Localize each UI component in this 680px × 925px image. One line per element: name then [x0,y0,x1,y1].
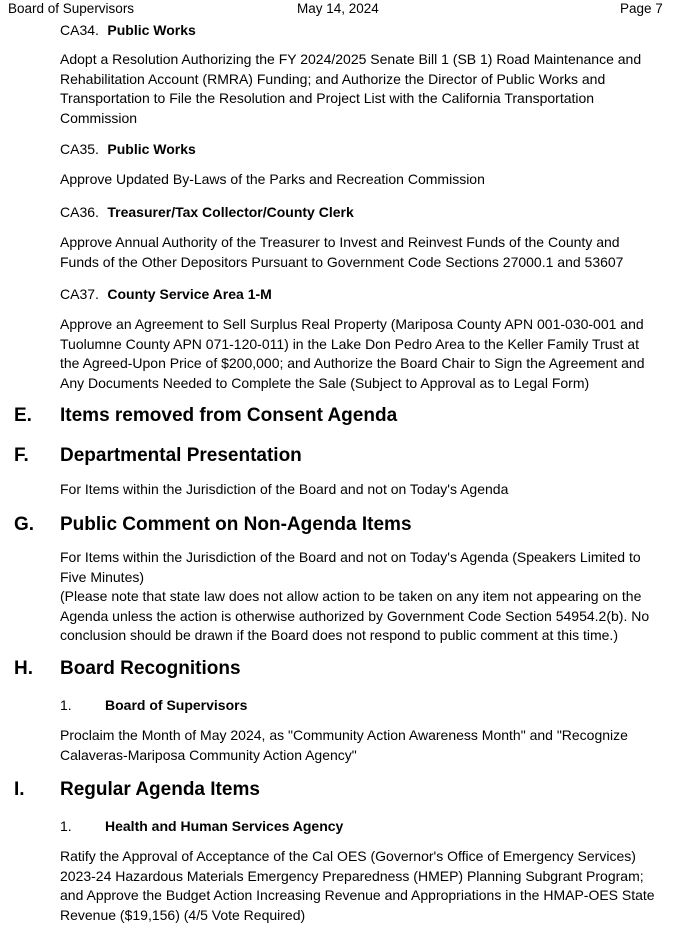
section-letter: H. [14,658,33,679]
item-department: Public Works [107,141,196,157]
item-description: Ratify the Approval of Acceptance of the Cal OES (Governor's Office of Emergency Services) 2023-24 Hazardous Materials Emergency Preparedness (HMEP) Planning Subgrant Program; and Approve the Budget Action Increasing Revenue and Appropriations in the HMAP-OES State Revenue ($19,156) (4/5 Vote Required) [60,848,655,923]
consent-item-description: Adopt a Resolution Authorizing the FY 2024/2025 Senate Bill 1 (SB 1) Road Maintenance and Rehabilitation Account (RMRA) Funding; and Authorize the Director of Public Works and Transportation to File the Resolution and Project List with the California Transportation Commission [60,51,642,126]
consent-item-heading [60,22,196,40]
item-description: Proclaim the Month of May 2024, as "Community Action Awareness Month" and "Recognize Calaveras-Mariposa Community Action Agency" [60,727,628,763]
item-number: 1. [60,697,72,713]
section-letter: G. [14,514,35,535]
consent-item-description: Approve Updated By-Laws of the Parks and Recreation Commission [60,171,485,187]
item-code: CA37. [60,286,99,302]
item-code: CA36. [60,204,99,220]
section-title: Items removed from Consent Agenda [60,405,398,426]
item-number: 1. [60,818,72,834]
section-title: Departmental Presentation [60,445,302,466]
item-department: County Service Area 1-M [107,286,272,302]
section-text: For Items within the Jurisdiction of the Board and not on Today's Agenda [60,481,509,497]
header-page-number: Page 7 [620,1,663,16]
header-date: May 14, 2024 [297,1,379,16]
consent-item-description: Approve an Agreement to Sell Surplus Real Property (Mariposa County APN 001-030-001 and Tuolumne County APN 071-120-011) in the Lake Don Pedro Area to the Keller Family Trust at the Agreed-Upon Price of $200,000; and Authorize the Board Chair to Sign the Agreement and Any Documents Needed to Complete the Sale (Subject to Approval as to Legal Form) [60,316,645,391]
section-title: Board Recognitions [60,658,241,679]
item-department: Public Works [107,22,196,38]
section-letter: I. [14,779,25,800]
item-title: Board of Supervisors [105,697,248,713]
section-text: For Items within the Jurisdiction of the Board and not on Today's Agenda (Speakers Limited to Five Minutes) [60,549,641,585]
consent-item-heading [60,141,196,159]
item-code: CA34. [60,22,99,38]
section-title: Regular Agenda Items [60,779,260,800]
section-letter: F. [14,445,29,466]
header-board-name: Board of Supervisors [8,1,135,16]
consent-item-description: Approve Annual Authority of the Treasurer to Invest and Reinvest Funds of the County and Funds of the Other Depositors Pursuant to Government Code Sections 27000.1 and 53607 [60,234,624,270]
section-title: Public Comment on Non-Agenda Items [60,514,412,535]
section-letter: E. [14,405,32,426]
consent-item-heading [60,204,354,222]
item-department: Treasurer/Tax Collector/County Clerk [107,204,354,220]
item-title: Health and Human Services Agency [105,818,344,834]
public-comment-note: (Please note that state law does not allow action to be taken on any item not appearing on the Agenda unless the action is otherwise authorized by Government Code Section 54954.2(b). No conclusion should be drawn if the Board does not respond to public comment at this time.) [60,588,650,643]
item-code: CA35. [60,141,99,157]
consent-item-heading [60,286,272,304]
